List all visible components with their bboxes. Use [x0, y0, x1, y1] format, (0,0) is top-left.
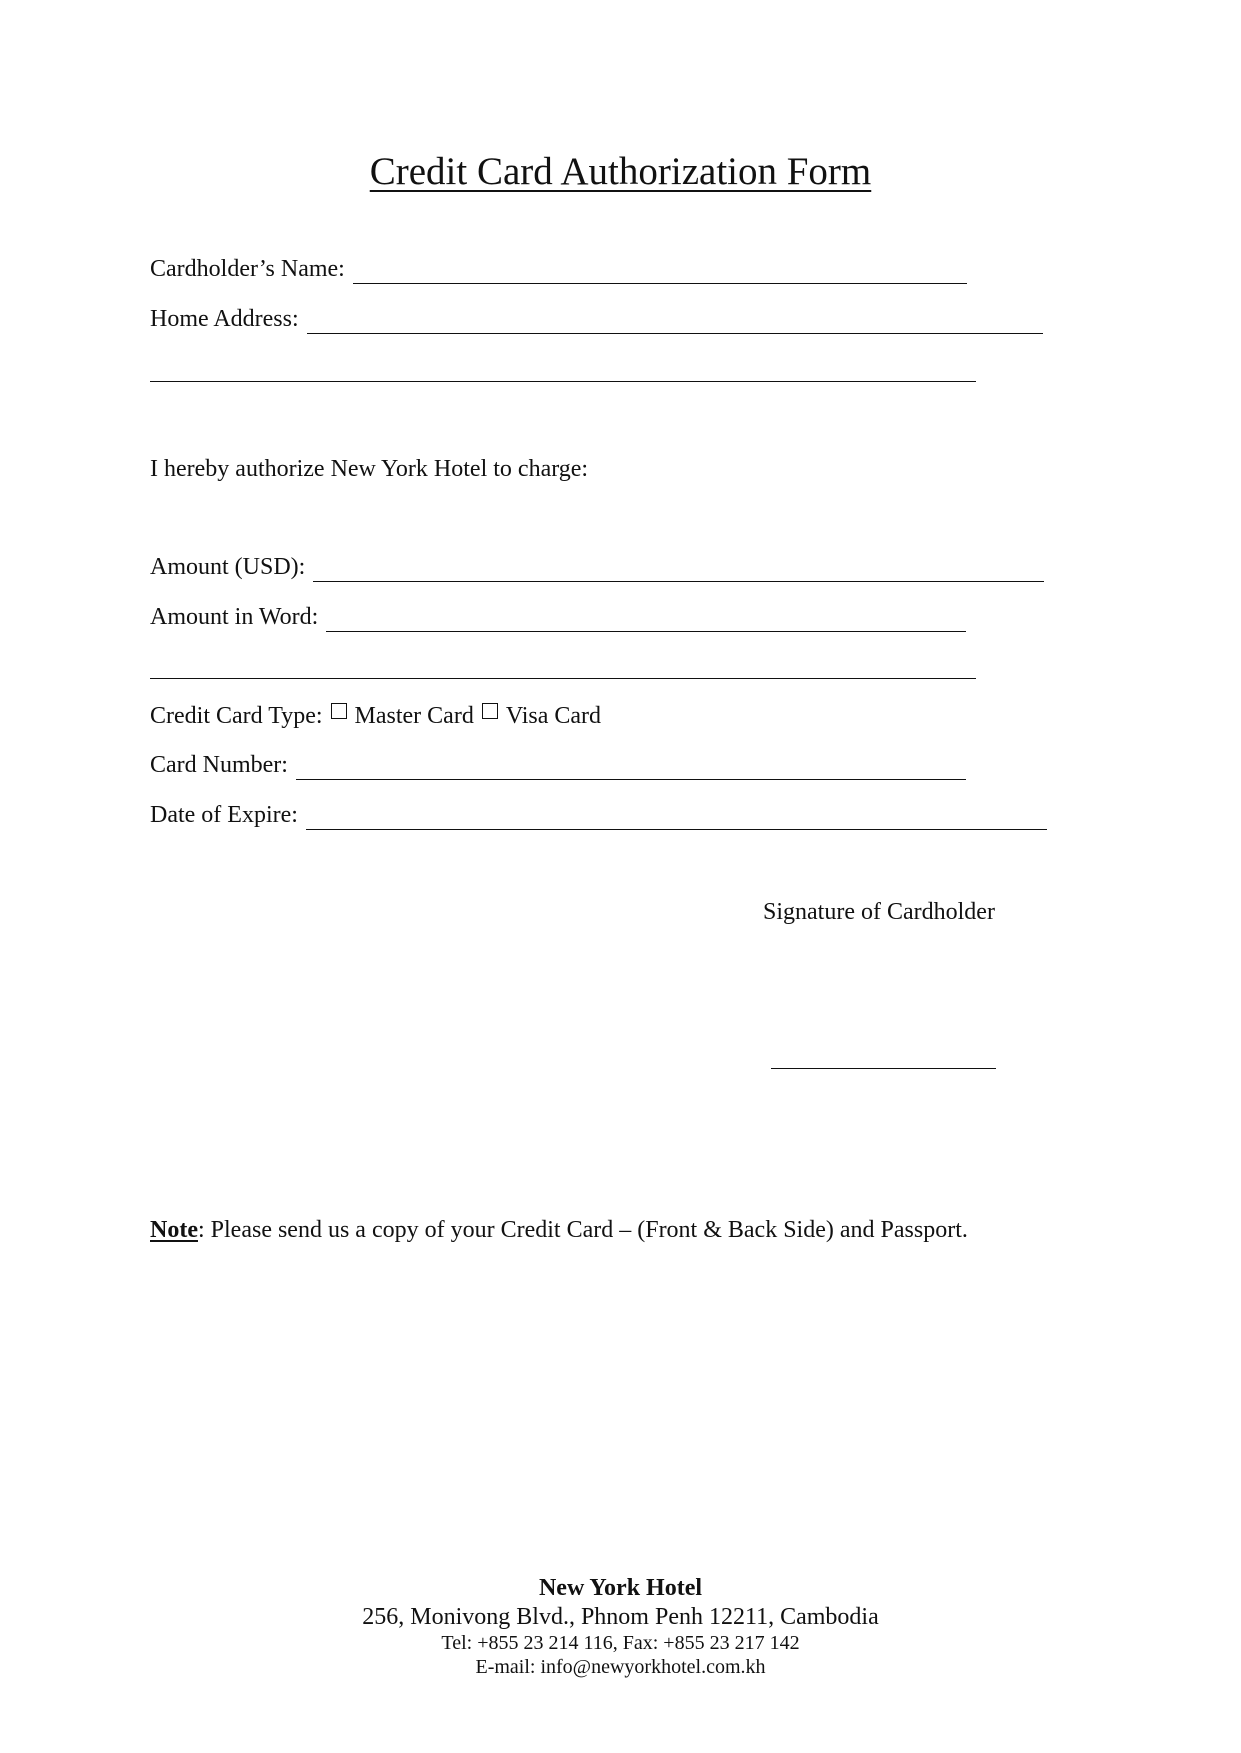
expire-date-label: Date of Expire:: [150, 802, 298, 828]
footer-email: E-mail: info@newyorkhotel.com.kh: [475, 1656, 766, 1678]
signature-label: Signature of Cardholder: [763, 899, 995, 925]
footer-hotel-name: New York Hotel: [538, 1575, 703, 1601]
cardholder-name-field[interactable]: [353, 257, 967, 284]
visa-card-option-label: Visa Card: [505, 703, 602, 729]
visa-card-checkbox[interactable]: [482, 703, 498, 719]
amount-word-row: [150, 602, 966, 632]
expire-date-row: [150, 800, 1047, 830]
card-type-row: [150, 701, 601, 731]
authorization-statement: I hereby authorize New York Hotel to charge:: [150, 456, 589, 482]
cardholder-name-label: Cardholder’s Name:: [150, 256, 345, 282]
card-number-row: [150, 750, 966, 780]
card-type-label: Credit Card Type:: [150, 703, 323, 729]
home-address-field-line-2[interactable]: [150, 381, 976, 382]
note-body: : Please send us a copy of your Credit Card – (Front & Back Side) and Passport.: [197, 1217, 968, 1243]
expire-date-field[interactable]: [306, 803, 1047, 830]
footer-phone-fax: Tel: +855 23 214 116, Fax: +855 23 217 142: [441, 1632, 800, 1654]
card-number-label: Card Number:: [150, 752, 288, 778]
amount-word-label: Amount in Word:: [150, 604, 319, 630]
home-address-row: [150, 304, 1043, 334]
amount-usd-label: Amount (USD):: [150, 554, 306, 580]
note-text: [150, 1215, 968, 1245]
card-number-field[interactable]: [296, 753, 966, 780]
amount-usd-field[interactable]: [313, 555, 1044, 582]
home-address-field[interactable]: [307, 307, 1043, 334]
cardholder-name-row: [150, 254, 967, 284]
master-card-option-label: Master Card: [354, 703, 474, 729]
home-address-label: Home Address:: [150, 306, 299, 332]
signature-field[interactable]: [771, 1068, 996, 1069]
amount-usd-row: [150, 552, 1044, 582]
amount-word-field[interactable]: [326, 605, 966, 632]
footer-address: 256, Monivong Blvd., Phnom Penh 12211, Cambodia: [362, 1604, 879, 1630]
master-card-checkbox[interactable]: [331, 703, 347, 719]
note-label: Note: [150, 1217, 198, 1243]
amount-word-field-line-2[interactable]: [150, 678, 976, 679]
form-title: Credit Card Authorization Form: [369, 150, 872, 193]
